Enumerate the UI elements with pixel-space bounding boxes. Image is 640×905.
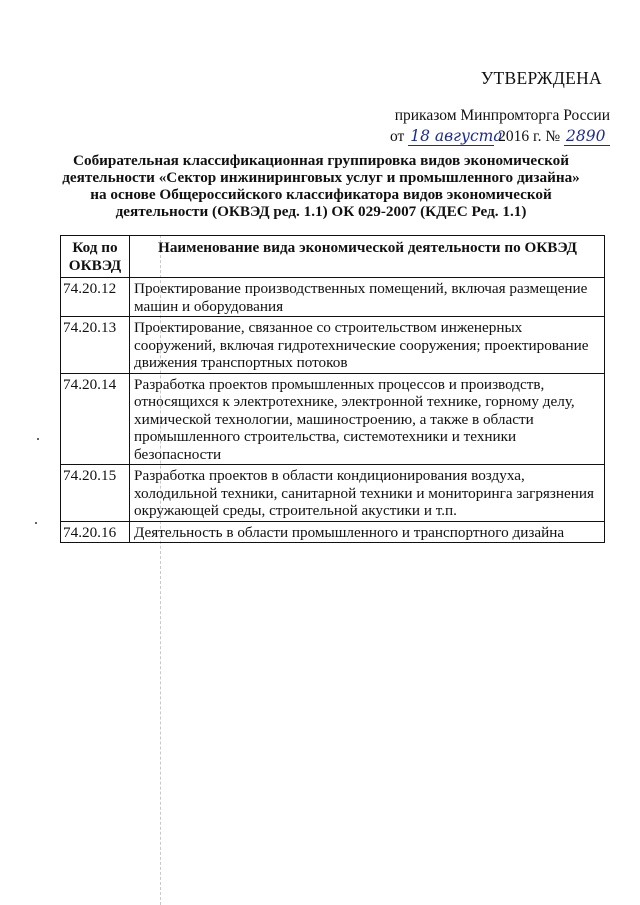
row-name: Проектирование производственных помещений, включая размещение машин и оборудования	[130, 278, 605, 317]
row-code: 74.20.12	[61, 278, 130, 317]
scan-speck	[35, 522, 37, 524]
table-row	[61, 521, 605, 543]
approval-year: 2016 г. №	[498, 128, 561, 145]
row-code: 74.20.14	[61, 373, 130, 465]
table-row	[61, 373, 605, 465]
row-name: Разработка проектов в области кондиционирования воздуха, холодильной техники, санитарной техники и мониторинга загрязнения окружающей среды, строительной акустики и т.п.	[130, 465, 605, 522]
row-name: Деятельность в области промышленного и транспортного дизайна	[130, 521, 605, 543]
table-row	[61, 465, 605, 522]
row-code: 74.20.16	[61, 521, 130, 543]
approval-block	[300, 68, 610, 146]
row-name: Разработка проектов промышленных процессов и производств, относящихся к электротехнике, электронной технике, горному делу, химической технологии, машиностроению, а также в области промышленного строительства, системотехники и техники безопасности	[130, 373, 605, 465]
okved-table	[60, 235, 605, 543]
handwritten-number: 2890	[564, 127, 610, 146]
row-code: 74.20.13	[61, 317, 130, 374]
document-title: Собирательная классификационная группировка видов экономической деятельности «Сектор инжиниринговых услуг и промышленного дизайна» на основе Общероссийского классификатора видов экономической деятельности (ОКВЭД ред. 1.1) ОК 029-2007 (КДЕС Ред. 1.1)	[62, 152, 580, 220]
approval-title: УТВЕРЖДЕНА	[480, 68, 602, 88]
approval-prefix: от	[390, 128, 405, 145]
table-row	[61, 278, 605, 317]
header-code: Код по ОКВЭД	[61, 236, 130, 278]
table-row	[61, 317, 605, 374]
row-name: Проектирование, связанное со строительством инженерных сооружений, включая гидротехнические сооружения; проектирование движения транспортных потоков	[130, 317, 605, 374]
approval-order-line: приказом Минпромторга России	[394, 107, 610, 124]
scan-speck	[37, 438, 39, 440]
approval-date-line	[300, 127, 610, 146]
row-code: 74.20.15	[61, 465, 130, 522]
table-header-row	[61, 236, 605, 278]
header-name: Наименование вида экономической деятельности по ОКВЭД	[130, 236, 605, 278]
handwritten-date: 18 августа	[410, 127, 503, 145]
